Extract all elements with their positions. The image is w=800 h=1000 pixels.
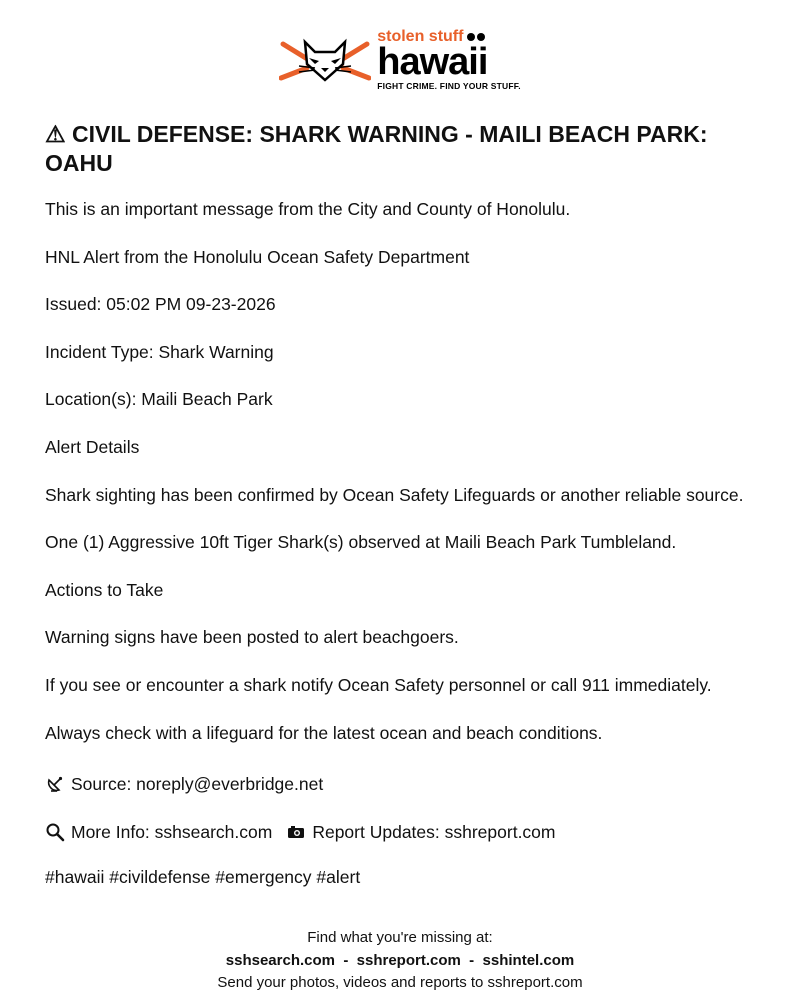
footer-intro: Find what you're missing at: [307, 929, 493, 946]
footer-links[interactable] [0, 950, 800, 973]
body-line: HNL Alert from the Honolulu Ocean Safety Department [45, 246, 470, 267]
logo [279, 29, 521, 91]
body-line: Always check with a lifeguard for the latest ocean and beach conditions. [45, 722, 603, 743]
logo-tagline: FIGHT CRIME. FIND YOUR STUFF. [377, 81, 521, 92]
body-line: Warning signs have been posted to alert beachgoers. [45, 627, 459, 648]
body-line: One (1) Aggressive 10ft Tiger Shark(s) observed at Maili Beach Park Tumbleland. [45, 532, 677, 553]
logo-small-text: stolen stuff [377, 28, 464, 46]
footer-send-text: Send your photos, videos and reports to sshreport.com [217, 974, 583, 991]
body-line: This is an important message from the City and County of Honolulu. [45, 199, 571, 219]
warning-icon: ⚠ [45, 121, 66, 147]
header-logo [0, 28, 800, 92]
section-heading: Alert Details [45, 436, 140, 457]
cat-mascot-icon [279, 34, 371, 86]
footer-links-text[interactable]: sshsearch.com - sshreport.com - sshintel.com [225, 951, 575, 969]
more-info-link[interactable]: More Info: sshsearch.com [71, 822, 273, 842]
source-text: Source: noreply@everbridge.net [71, 774, 324, 794]
source-row [45, 773, 323, 795]
body-line: If you see or encounter a shark notify Ocean Safety personnel or call 911 immediately. [45, 674, 712, 695]
report-updates-link[interactable]: Report Updates: sshreport.com [312, 822, 556, 842]
alert-body [45, 198, 765, 769]
satellite-dish-icon [45, 774, 65, 794]
body-line: Location(s): Maili Beach Park [45, 389, 273, 410]
body-line: Issued: 05:02 PM 09-23-2026 [45, 294, 276, 315]
logo-big-text: hawaii [377, 41, 488, 84]
body-line: Incident Type: Shark Warning [45, 341, 274, 362]
section-heading: Actions to Take [45, 579, 164, 600]
logo-dots-icon [467, 33, 485, 41]
camera-icon [286, 822, 306, 842]
alert-title-text: CIVIL DEFENSE: SHARK WARNING - MAILI BEACH PARK: OAHU [45, 121, 708, 176]
alert-title [45, 120, 755, 178]
footer [0, 927, 800, 995]
search-icon [45, 822, 65, 842]
info-row [45, 821, 556, 843]
body-line: Shark sighting has been confirmed by Ocean Safety Lifeguards or another reliable source. [45, 484, 744, 505]
hashtags: #hawaii #civildefense #emergency #alert [45, 867, 361, 887]
